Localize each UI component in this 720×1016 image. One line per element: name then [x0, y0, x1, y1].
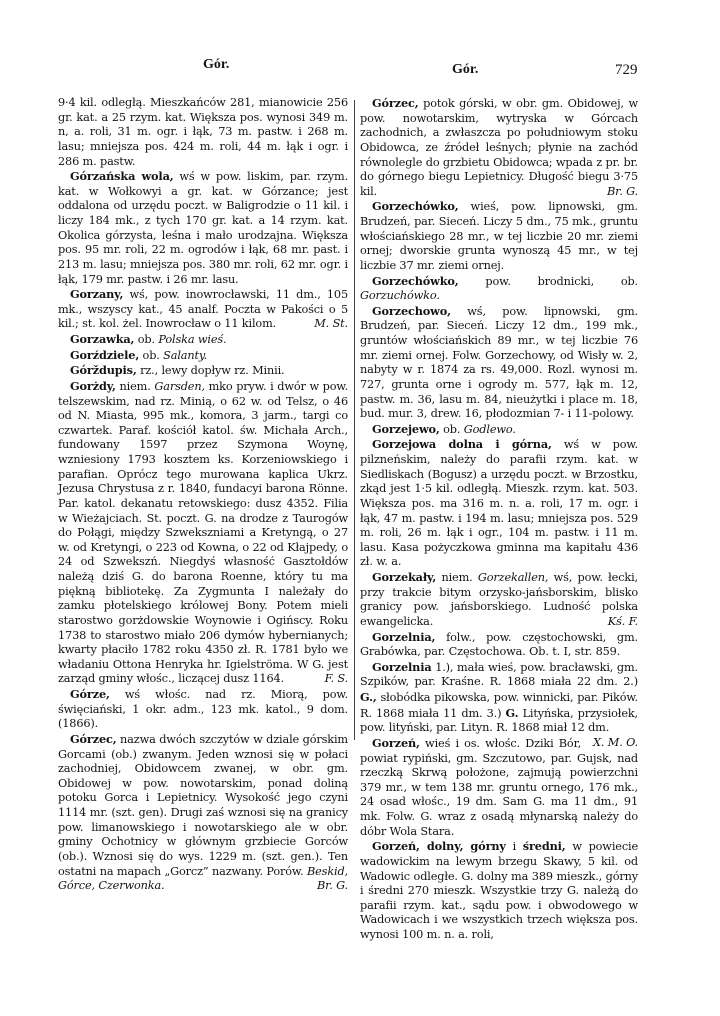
author-signature: Kś. F. [607, 614, 638, 628]
author-signature: M. St. [314, 317, 348, 331]
entry-text: wś w pow. pilzneńskim, należy do parafii rzym. kat. w Siedliskach (Bogusz) a urzędu poczt. w Brzostku, zkąd jest 1·5 kil. odległą. Mieszk. rzym. kat. 503. Większa pos. ma 316 m. n. a. roli, 17 m. ogr. i łąk, 47 m. pastw. i 194 m. lasu; mniejsza pos. 529 m. roli, 26 m. łąk i ogr., 104 m. pastw. i 11 m. lasu. Kasa pożyczkowa gminna ma kapitału 436 zł. w. a. [360, 438, 638, 569]
dictionary-entry [58, 379, 348, 687]
entry-headword: Gorzejewo, [372, 421, 440, 436]
entry-headword: Gorzeń, [372, 735, 420, 750]
entry-text: 9·4 kil. odległą. Mieszkańców 281, mianowicie 256 gr. kat. a 25 rzym. kat. Większa pos. wynosi 349 m. n, a. roli, 31 m. ogr. i łąk, 73 m. pastw. i 268 m. lasu; mniejsza pos. 424 m. roli, 44 m. łąk i ogr. i 286 m. pastw. [58, 96, 348, 168]
dictionary-entry [360, 630, 638, 660]
running-head-left: Gór. [203, 57, 230, 72]
running-head-center: Gór. [452, 62, 479, 77]
entry-headword: Gorzany, [70, 287, 124, 302]
entry-headword: Gorzelnia [372, 659, 432, 674]
entry-text: wś, pow. lipnowski, gm. Brudzeń, par. Sieceń. Liczy 12 dm., 199 mk., gruntów włościańskich 89 mr., w tej liczbie 76 mr. ziemi ornej. Folw. Gorzechowy, od Wisły w. 2, nabyty w r. 1874 za rs. 49,000. Rozl. wynosi m. 727, grunta orne i ogrody m. 577, łąk m. 12, pastw. m. 36, lasu m. 84, nieużytki i place m. 18, bud. mur. 3, drew. 16, płodozmian 7- i 11-polowy. [360, 304, 638, 421]
entry-text: potok górski, w obr. gm. Obidowej, w pow. nowotarskim, wytryska w Górcach zachodnich, a zwłaszcza po południowym stoku Obidowca, ze źródeł leśnych; płynie na zachód równolegle do grzbietu Obidowca; wpada z pr. br. do górnego biegu Lepietnicy. Długość biegu 3·75 kil. [360, 97, 638, 198]
entry-text: niem. [115, 379, 155, 393]
column-divider [354, 100, 355, 740]
dictionary-entry [360, 437, 638, 570]
entry-continuation [58, 96, 348, 169]
entry-headword: Górze, [70, 687, 110, 701]
entry-headword: Gorzejowa dolna i górna, [372, 437, 552, 452]
author-signature: X. M. O. [593, 735, 638, 749]
entry-text: mko pryw. i dwór w pow. telszewskim, nad rz. Minią, o 62 w. od Telsz, o 46 od N. Miasta, 995 mk., komora, 3 jarm., targi co czwartek. Paraf. kościół katol. św. Michała Arch., fundowany 1597 przez Szymona Woynę, wzniesiony 1793 kosztem ks. Korzeniowskiego i parafian. Oprócz tego murowana kaplica Ukrz. Jezusa Chrystusa z r. 1840, fundacyi barona Rönne. Par. katol. dekanatu retowskiego: dusz 4352. Filia w Wieżajciach. St. poczt. G. na drodze z Taurogów do Połągi, między Szwekszniami a Kretyngą, o 27 w. od Kretyngi, o 223 od Kowna, o 22 od Kłajpedy, o 24 od Szwekszń. Niegdyś własność Gasztołdów należą dziś G. do barona Roenne, który tu ma piękną bibliotekę. Za Zygmunta I należały do zamku płotelskiego królowej Bony. Potem mieli starostwo gorżdowskie Woynowie i Ogińscy. Roku 1738 to starostwo miało 206 dymów hybernianych; kwarty płaciło 1782 roku 4350 zł. R. 1781 było we władaniu Ottona Henryka hr. Igielströma. W G. jest zarząd gminy włośc., liczącej dusz 1164. [58, 379, 349, 686]
entry-text: niem. [436, 571, 478, 584]
entry-subheadword: G. [505, 705, 519, 720]
author-signature: F. S. [324, 672, 348, 686]
entry-text: ob. [139, 348, 164, 362]
entry-text: nazwa dwóch szczytów w dziale górskim Gorcami (ob.) zwanym. Jeden wznosi się w połaci zachodniej, Obidowcem zwanej, w obr. gm. Obidowej w pow. nowotarskim, ponad doliną potoku Gorca i Lepietnicy. Wysokość jego czyni 1114 mr. (szt. gen). Drugi zaś wznosi się na granicy pow. limanowskiego i nowotarskiego ale w obr. gminy Ochotnicy w głównym grzbiecie Gorców (ob.). Wznosi się do wys. 1229 m. (szt. gen.). Ten ostatni na mapach „Gorcz” nazwany. Porów. [58, 732, 348, 878]
entry-text: Lityńska, przysiołek, pow. lityński, par. Lityn. R. 1868 miał 12 dm. [360, 706, 638, 735]
entry-headword: Gorzawka, [70, 332, 135, 346]
entry-subheadword: średni, [522, 839, 566, 854]
entry-text: wś, pow. łecki, przy trakcie bitym orzysko-jańsborskim, blisko granicy pow. jańsborskiego. Ludność polska ewangelicka. [360, 571, 638, 628]
entry-text: 1.), mała wieś, pow. bracławski, gm. Szpików, par. Kraśne. R. 1868 miała 22 dm. 2.) [360, 660, 638, 689]
author-signature: Br. G. [317, 879, 348, 893]
entry-text: folw., pow. częstochowski, gm. Grabówka, par. Częstochowa. Ob. t. I, str. 859. [360, 630, 638, 659]
author-signature: Br. G. [607, 184, 638, 198]
dictionary-entry [58, 687, 348, 732]
entry-headword: Gorzekały, [372, 570, 437, 584]
dictionary-entry [58, 287, 348, 332]
entry-text: pow. brodnicki, ob. [458, 274, 638, 288]
right-column [360, 96, 638, 943]
entry-headword: Gorździele, [70, 347, 140, 362]
entry-headword: Górzańska wola, [70, 169, 174, 184]
entry-text: wś w pow. liskim, par. rzym. kat. w Wołkowyi a gr. kat. w Górzance; jest oddalona od urzędu poczt. w Baligrodzie o 11 kil. i liczy 184 mk., z tych 170 gr. kat. a 14 rzym. kat. Okolica górzysta, leśna i mało urodzajna. Większa pos. 95 mr. roli, 22 m. ogrodów i łąk, 68 mr. past. i 213 m. lasu; mniejsza pos. 380 mr. roli, 62 mr. ogr. i łąk, 179 mr. pastw. i 26 mr. lasu. [58, 170, 349, 286]
entry-headword: Gorzelnia, [372, 629, 436, 644]
dictionary-entry [360, 736, 638, 839]
entry-headword: Gorzeń, dolny, górny [372, 839, 506, 854]
entry-text: wś włośc. nad rz. Miorą, pow. święciański, 1 okr. adm., 123 mk. katol., 9 dom. (1866). [58, 688, 348, 731]
entry-text: ob. [134, 333, 159, 346]
entry-headword: Górzec, [372, 96, 419, 110]
entry-headword: Górždupis, [70, 363, 137, 378]
cross-reference: Salanty. [163, 348, 208, 362]
dictionary-entry [58, 348, 348, 364]
dictionary-entry [360, 422, 638, 438]
entry-headword: Górzec, [70, 731, 117, 746]
dictionary-entry [360, 199, 638, 273]
dictionary-entry [58, 169, 348, 287]
entry-headword: Gorżdy, [70, 378, 116, 393]
cross-reference: Garsden, [154, 379, 205, 393]
entry-text: ob. [439, 422, 464, 436]
dictionary-entry [58, 732, 348, 894]
entry-subheadword: G., [360, 690, 377, 704]
entry-text: w powiecie wadowickim na lewym brzegu Skawy, 5 kil. od Wadowic odległe. G. dolny ma 389 mieszk., górny i średni 270 mieszk. Wszystkie trzy G. należą do parafii rzym. kat., sądu pow. i obwodowego w Wadowicach i we wszystkich trzech większa pos. wynosi 100 m. n. a. roli, [360, 840, 638, 941]
left-column [58, 96, 348, 894]
entry-text: wieś i os. włośc. Dziki Bór, powiat rypiński, gm. Szczutowo, par. Gujsk, nad rzeczką Skrwą położone, zajmują powierzchni 379 mr., w tem 138 mr. gruntu ornego, 176 mk., 24 osad włośc., 19 dm. Sam G. ma 11 dm., 91 mk. Folw. G. wraz z osadą młynarską należy do dóbr Wola Stara. [360, 736, 638, 838]
cross-reference: Gorzuchówko. [360, 289, 440, 303]
dictionary-entry [360, 274, 638, 304]
entry-headword: Gorzechowo, [372, 303, 451, 318]
cross-reference: Polska wieś. [158, 333, 227, 346]
entry-text: wś, pow. inowrocławski, 11 dm., 105 mk., wszyscy kat., 45 analf. Poczta w Pakości o 5 kil.; st. kol. żel. Inowrocław o 11 kilom. [58, 288, 348, 331]
entry-text: rz., lewy dopływ rz. Minii. [136, 364, 285, 378]
dictionary-entry [360, 570, 638, 630]
cross-reference: Beskid, Górce, Czerwonka. [58, 864, 348, 893]
entry-headword: Gorzechówko, [372, 199, 459, 214]
entry-text: i [505, 840, 523, 854]
page-number: 729 [615, 62, 638, 78]
dictionary-entry [58, 363, 348, 379]
cross-reference: Godlewo. [463, 422, 516, 436]
dictionary-entry [360, 304, 638, 422]
entry-text: wieś, pow. lipnowski, gm. Brudzeń, par. Sieceń. Liczy 5 dm., 75 mk., gruntu włościańskiego 28 mr., w tej liczbie 20 mr. ziemi ornej; dworskie grunta wynoszą 45 mr., w tej liczbie 37 mr. ziemi ornej. [360, 200, 638, 272]
dictionary-entry [360, 96, 638, 199]
cross-reference: Gorzekallen, [477, 571, 549, 584]
dictionary-entry [360, 839, 638, 942]
dictionary-entry [58, 332, 348, 348]
entry-headword: Gorzechówko, [372, 273, 459, 288]
entry-text: słobódka pikowska, pow. winnicki, par. Pików. R. 1868 miała 11 dm. 3.) [360, 691, 638, 720]
